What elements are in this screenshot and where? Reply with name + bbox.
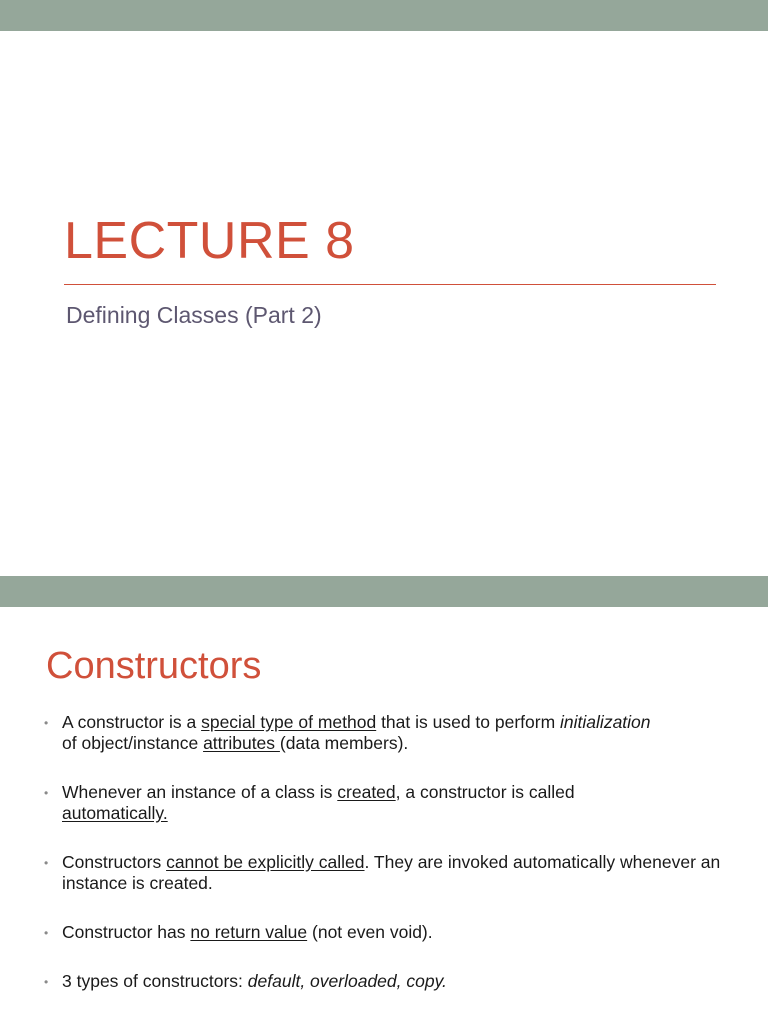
bullet-item: [44, 782, 724, 824]
bullet-dot-icon: •: [44, 716, 49, 730]
bullet-text: (not even void).: [307, 922, 433, 942]
lecture-title: LECTURE 8: [64, 212, 355, 270]
bullet-text: Constructor has: [62, 922, 191, 942]
bullet-item: [44, 712, 724, 754]
underlined-text: cannot be explicitly called: [166, 852, 365, 872]
bullet-text: , a constructor is called: [395, 782, 575, 802]
bullet-text: A constructor is a: [62, 712, 202, 732]
bullet-text: of object/instance: [62, 733, 204, 753]
bullet-text: (data members).: [279, 733, 409, 753]
bullet-dot-icon: •: [44, 926, 49, 940]
bullet-dot-icon: •: [44, 975, 49, 989]
slide-header-bar: [0, 0, 768, 31]
underlined-text: special type of method: [201, 712, 377, 732]
bullet-list: [44, 712, 724, 1020]
bullet-item: [44, 971, 724, 992]
underlined-text: attributes: [203, 733, 280, 753]
lecture-subtitle: Defining Classes (Part 2): [66, 302, 322, 328]
underlined-text: no return value: [190, 922, 308, 942]
italic-text: default, overloaded, copy.: [247, 971, 447, 991]
underlined-text: automatically.: [62, 803, 168, 823]
bullet-text: . They are invoked automatically whenever an instance is created.: [62, 852, 721, 893]
content-slide: [0, 576, 768, 1024]
bullet-text: Whenever an instance of a class is: [62, 782, 338, 802]
underlined-text: created: [337, 782, 396, 802]
bullet-text: 3 types of constructors:: [62, 971, 248, 991]
italic-text: initialization: [560, 712, 651, 732]
bullet-text: that is used to perform: [376, 712, 561, 732]
bullet-dot-icon: •: [44, 786, 49, 800]
slide-header-bar: [0, 576, 768, 607]
title-divider: [64, 284, 716, 285]
slide-title: Constructors: [46, 645, 262, 687]
bullet-dot-icon: •: [44, 856, 49, 870]
bullet-item: [44, 852, 724, 894]
bullet-text: Constructors: [62, 852, 167, 872]
bullet-item: [44, 922, 724, 943]
